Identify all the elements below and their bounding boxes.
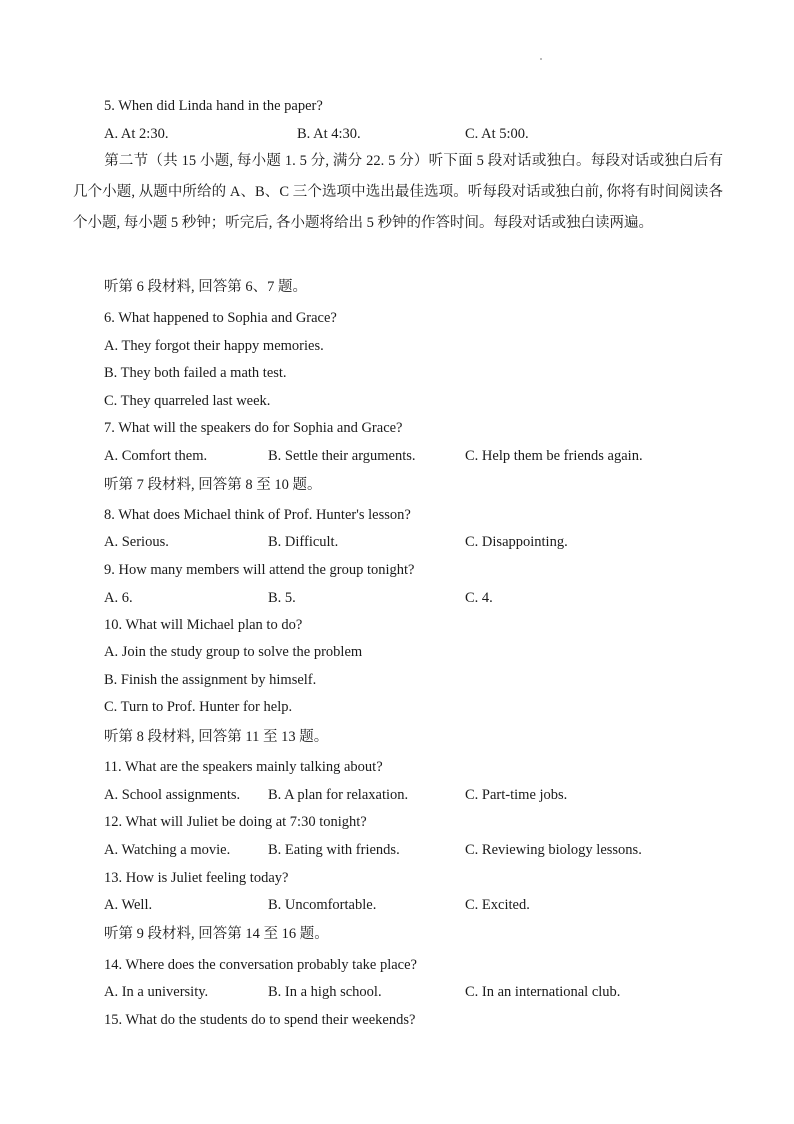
q6-option-b: B. They both failed a math test.: [104, 365, 287, 381]
section-2-instructions: [73, 146, 723, 239]
q8-option-c: C. Disappointing.: [465, 534, 568, 550]
question-15: 15. What do the students do to spend their weekends?: [104, 1012, 416, 1028]
group-6-label: 听第 6 段材料, 回答第 6、7 题。: [104, 279, 307, 295]
q7-option-a: A. Comfort them.: [104, 448, 208, 464]
question-12: 12. What will Juliet be doing at 7:30 tonight?: [104, 814, 367, 830]
group-7-label: 听第 7 段材料, 回答第 8 至 10 题。: [104, 477, 322, 493]
q6-option-a: A. They forgot their happy memories.: [104, 338, 324, 354]
q11-option-c: C. Part-time jobs.: [465, 787, 568, 803]
q10-option-c: C. Turn to Prof. Hunter for help.: [104, 699, 293, 715]
q6-option-c: C. They quarreled last week.: [104, 393, 271, 409]
q14-option-a: A. In a university.: [104, 984, 209, 1000]
q14-option-c: C. In an international club.: [465, 984, 621, 1000]
q8-option-b: B. Difficult.: [268, 534, 339, 550]
q9-option-c: C. 4.: [465, 590, 493, 606]
question-5: 5. When did Linda hand in the paper?: [104, 98, 323, 114]
q10-option-a: A. Join the study group to solve the problem: [104, 644, 363, 660]
q10-option-b: B. Finish the assignment by himself.: [104, 672, 317, 688]
q13-option-b: B. Uncomfortable.: [268, 897, 377, 913]
q9-option-b: B. 5.: [268, 590, 296, 606]
question-11: 11. What are the speakers mainly talking about?: [104, 759, 383, 775]
q5-option-b: B. At 4:30.: [297, 126, 361, 142]
question-8: 8. What does Michael think of Prof. Hunter's lesson?: [104, 507, 411, 523]
q8-option-a: A. Serious.: [104, 534, 169, 550]
question-13: 13. How is Juliet feeling today?: [104, 870, 289, 886]
q12-option-b: B. Eating with friends.: [268, 842, 400, 858]
question-9: 9. How many members will attend the group tonight?: [104, 562, 415, 578]
scan-speck: [540, 58, 542, 60]
q12-option-c: C. Reviewing biology lessons.: [465, 842, 642, 858]
q11-option-b: B. A plan for relaxation.: [268, 787, 409, 803]
q9-option-a: A. 6.: [104, 590, 133, 606]
q14-option-b: B. In a high school.: [268, 984, 382, 1000]
section-2-instructions-text: 第二节（共 15 小题, 每小题 1. 5 分, 满分 22. 5 分）听下面 5 段对话或独白。每段对话或独白后有几个小题, 从题中所给的 A、B、C 三个选项中选出最佳选项。听每段对话或独白前, 你将有时间阅读各个小题, 每小题 5 秒钟；听完后, 各小题将给出 5 秒钟的作答时间。每段对话或独白读两遍。: [73, 153, 723, 231]
question-10: 10. What will Michael plan to do?: [104, 617, 303, 633]
question-6: 6. What happened to Sophia and Grace?: [104, 310, 337, 326]
q12-option-a: A. Watching a movie.: [104, 842, 231, 858]
q13-option-a: A. Well.: [104, 897, 153, 913]
q5-option-a: A. At 2:30.: [104, 126, 169, 142]
group-8-label: 听第 8 段材料, 回答第 11 至 13 题。: [104, 729, 329, 745]
q7-option-b: B. Settle their arguments.: [268, 448, 416, 464]
q13-option-c: C. Excited.: [465, 897, 530, 913]
q11-option-a: A. School assignments.: [104, 787, 241, 803]
q5-option-c: C. At 5:00.: [465, 126, 529, 142]
question-14: 14. Where does the conversation probably take place?: [104, 957, 417, 973]
q7-option-c: C. Help them be friends again.: [465, 448, 643, 464]
question-7: 7. What will the speakers do for Sophia and Grace?: [104, 420, 403, 436]
group-9-label: 听第 9 段材料, 回答第 14 至 16 题。: [104, 926, 329, 942]
